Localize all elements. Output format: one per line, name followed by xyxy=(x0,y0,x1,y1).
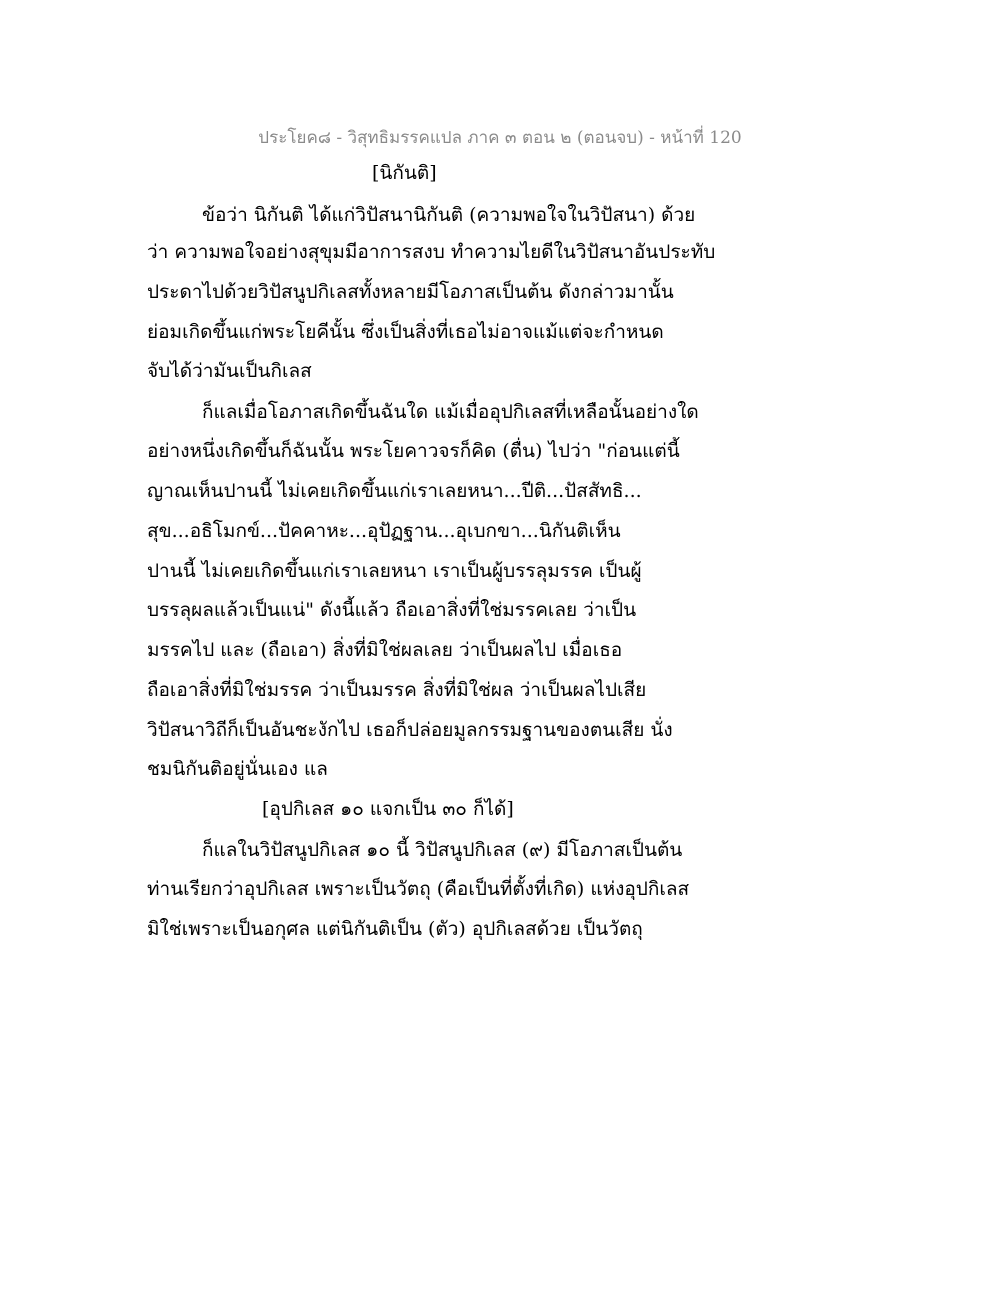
paragraph-line: บรรลุผลแล้วเป็นแน่" ดังนี้แล้ว ถือเอาสิ่งที่ใช่มรรคเลย ว่าเป็น xyxy=(147,599,637,621)
paragraph-line: มรรคไป และ (ถือเอา) สิ่งที่มิใช่ผลเลย ว่าเป็นผลไป เมื่อเธอ xyxy=(147,639,623,661)
paragraph-line: ญาณเห็นปานนี้ ไม่เคยเกิดขึ้นแก่เราเลยหนา...ปีติ...ปัสสัทธิ... xyxy=(147,480,642,502)
paragraph-line: ย่อมเกิดขึ้นแก่พระโยคีนั้น ซึ่งเป็นสิ่งที่เธอไม่อาจแม้แต่จะกำหนด xyxy=(147,321,664,343)
paragraph-line: สุข...อธิโมกข์...ปัคคาหะ...อุปัฏฐาน...อุเบกขา...นิกันติเห็น xyxy=(147,520,621,542)
paragraph-line: ข้อว่า นิกันติ ได้แก่วิปัสนานิกันติ (ความพอใจในวิปัสนา) ด้วย xyxy=(202,204,696,226)
paragraph-line: ชมนิกันติอยู่นั่นเอง แล xyxy=(147,758,328,780)
paragraph-line: อย่างหนึ่งเกิดขึ้นก็ฉันนั้น พระโยคาวจรก็คิด (ตื่น) ไปว่า "ก่อนแต่นี้ xyxy=(147,440,680,462)
paragraph-line: มิใช่เพราะเป็นอกุศล แต่นิกันติเป็น (ตัว) อุปกิเลสด้วย เป็นวัตถุ xyxy=(147,918,643,940)
section-heading: [นิกันติ] xyxy=(372,162,437,184)
paragraph-line: ท่านเรียกว่าอุปกิเลส เพราะเป็นวัตถุ (คือเป็นที่ตั้งที่เกิด) แห่งอุปกิเลส xyxy=(147,878,690,900)
page-header: ประโยค๘ - วิสุทธิมรรคแปล ภาค ๓ ตอน ๒ (ตอนจบ) - หน้าที่ 120 xyxy=(258,128,742,148)
paragraph-line: ประดาไปด้วยวิปัสนูปกิเลสทั้งหลายมีโอภาสเป็นต้น ดังกล่าวมานั้น xyxy=(147,281,674,303)
paragraph-line: ก็แลในวิปัสนูปกิเลส ๑๐ นี้ วิปัสนูปกิเลส (๙) มีโอภาสเป็นต้น xyxy=(202,839,683,861)
paragraph-line: ปานนี้ ไม่เคยเกิดขึ้นแก่เราเลยหนา เราเป็นผู้บรรลุมรรค เป็นผู้ xyxy=(147,560,642,582)
section-heading: [อุปกิเลส ๑๐ แจกเป็น ๓๐ ก็ได้] xyxy=(262,798,514,820)
paragraph-line: ก็แลเมื่อโอภาสเกิดขึ้นฉันใด แม้เมื่ออุปกิเลสที่เหลือนั้นอย่างใด xyxy=(202,401,699,423)
paragraph-line: ถือเอาสิ่งที่มิใช่มรรค ว่าเป็นมรรค สิ่งที่มิใช่ผล ว่าเป็นผลไปเสีย xyxy=(147,679,647,701)
paragraph-line: ว่า ความพอใจอย่างสุขุมมีอาการสงบ ทำความไยดีในวิปัสนาอันประทับ xyxy=(147,241,716,263)
paragraph-line: จับได้ว่ามันเป็นกิเลส xyxy=(147,360,312,382)
paragraph-line: วิปัสนาวิถีก็เป็นอันชะงักไป เธอก็ปล่อยมูลกรรมฐานของตนเสีย นั่ง xyxy=(147,719,673,741)
